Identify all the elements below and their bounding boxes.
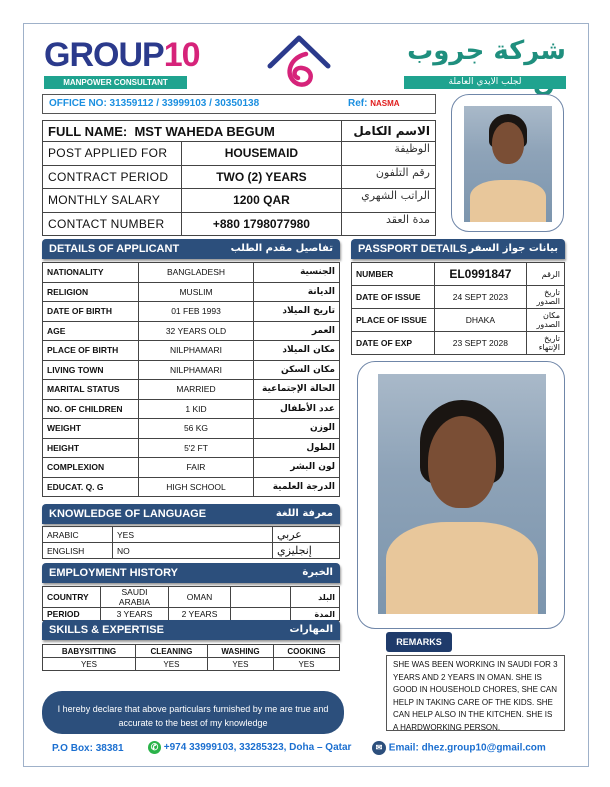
employment-table xyxy=(42,586,340,621)
fullname-table xyxy=(42,120,436,142)
section-applicant-header: DETAILS OF APPLICANT تفاصيل مقدم الطلب xyxy=(42,239,340,259)
brand-mark-icon xyxy=(266,34,332,90)
large-photo-frame xyxy=(357,361,565,629)
footer-phones: ✆ +974 33999103, 33285323, Doha – Qatar xyxy=(148,741,351,754)
applicant-row: COMPLEXION FAIR لون البشر xyxy=(43,458,340,478)
applicant-row: RELIGION MUSLIM الديانة xyxy=(43,282,340,302)
employment-country-row: COUNTRY SAUDI ARABIA OMAN البلد xyxy=(43,587,340,608)
section-passport-header: PASSPORT DETAILS بيانات جواز السفر xyxy=(351,239,565,259)
applicant-row: PLACE OF BIRTH NILPHAMARI مكان الميلاد xyxy=(43,341,340,361)
passport-row: PLACE OF ISSUE DHAKA مكان الصدور xyxy=(352,309,565,332)
language-table xyxy=(42,526,340,559)
brand-logo: GROUP10 xyxy=(44,36,200,74)
candidate-row: POST APPLIED FOR HOUSEMAID الوظيفة xyxy=(43,142,436,166)
applicant-row: AGE 32 YEARS OLD العمر xyxy=(43,321,340,341)
office-bar xyxy=(42,94,436,114)
candidate-row: CONTRACT PERIOD TWO (2) YEARS رقم التلفون xyxy=(43,165,436,189)
candidate-row: CONTACT NUMBER +880 1798077980 مدة العقد xyxy=(43,212,436,236)
skills-table xyxy=(42,644,340,671)
brand-subtitle: MANPOWER CONSULTANT xyxy=(44,76,187,89)
candidate-row: MONTHLY SALARY 1200 QAR الراتب الشهري xyxy=(43,189,436,213)
candidate-photo-large xyxy=(378,374,546,614)
language-row: ENGLISH NO إنجليزي xyxy=(43,543,340,559)
applicant-row: MARITAL STATUS MARRIED الحالة الإجتماعية xyxy=(43,380,340,400)
remarks-text: SHE WAS BEEN WORKING IN SAUDI FOR 3 YEARS AND 2 YEARS IN OMAN. SHE IS GOOD IN HOUSEHOLD CHORES, SHE CAN HELP IN TAKING CARE OF THE KIDS. SHE CAN HELP ALSO IN THE KITCHEN. SHE IS A HARDWORKING PERSON. xyxy=(386,655,565,731)
applicant-table xyxy=(42,262,340,497)
section-language-header: KNOWLEDGE OF LANGUAGE معرفة اللغة xyxy=(42,504,340,524)
applicant-row: LIVING TOWN NILPHAMARI مكان السكن xyxy=(43,360,340,380)
whatsapp-icon: ✆ xyxy=(148,741,161,754)
mail-icon: ✉ xyxy=(372,741,386,755)
applicant-row: DATE OF BIRTH 01 FEB 1993 تاريخ الميلاد xyxy=(43,302,340,322)
section-employment-header: EMPLOYMENT HISTORY الخبرة xyxy=(42,563,340,583)
passport-row: DATE OF EXP 23 SEPT 2028 تاريخ الإنتهاء xyxy=(352,332,565,355)
skills-value-row: YES YES YES YES xyxy=(43,658,340,671)
passport-row: DATE OF ISSUE 24 SEPT 2023 تاريخ الصدور xyxy=(352,286,565,309)
candidate-info-table xyxy=(42,141,436,236)
reference: Ref: NASMA xyxy=(348,98,400,109)
applicant-row: EDUCAT. Q. G HIGH SCHOOL الدرجة العلمية xyxy=(43,477,340,497)
brand-arabic-name: شركة جروب xyxy=(407,36,566,66)
remarks-header: REMARKS xyxy=(386,632,452,652)
passport-table xyxy=(351,262,565,355)
footer-email[interactable]: ✉ Email: dhez.group10@gmail.com xyxy=(372,741,546,755)
applicant-row: WEIGHT 56 KG الوزن xyxy=(43,419,340,439)
employment-period-row: PERIOD 3 YEARS 2 YEARS المدة xyxy=(43,608,340,621)
applicant-row: HEIGHT 5'2 FT الطول xyxy=(43,438,340,458)
skills-name-row: BABYSITTING CLEANING WASHING COOKING xyxy=(43,645,340,658)
candidate-photo-small xyxy=(464,106,552,222)
footer-pobox: P.O Box: 38381 xyxy=(52,743,124,754)
language-row: ARABIC YES عربي xyxy=(43,527,340,543)
applicant-row: NATIONALITY BANGLADESH الجنسية xyxy=(43,263,340,283)
brand-arabic-subtitle: لجلب الايدي العاملة xyxy=(404,76,566,89)
applicant-row: NO. OF CHILDREN 1 KID عدد الأطفال xyxy=(43,399,340,419)
candidate-name: MST WAHEDA BEGUM xyxy=(134,123,275,139)
office-numbers: OFFICE NO: 31359112 / 33999103 / 30350138 xyxy=(49,98,260,109)
section-skills-header: SKILLS & EXPERTISE المهارات xyxy=(42,620,340,640)
passport-row: NUMBER EL0991847 الرقم xyxy=(352,263,565,286)
small-photo-frame xyxy=(451,94,564,232)
declaration: I hereby declare that above particulars furnished by me are true and accurate to the best of my knowledge xyxy=(42,691,344,734)
fullname-row: FULL NAME: MST WAHEDA BEGUM الاسم الكامل xyxy=(43,121,436,142)
